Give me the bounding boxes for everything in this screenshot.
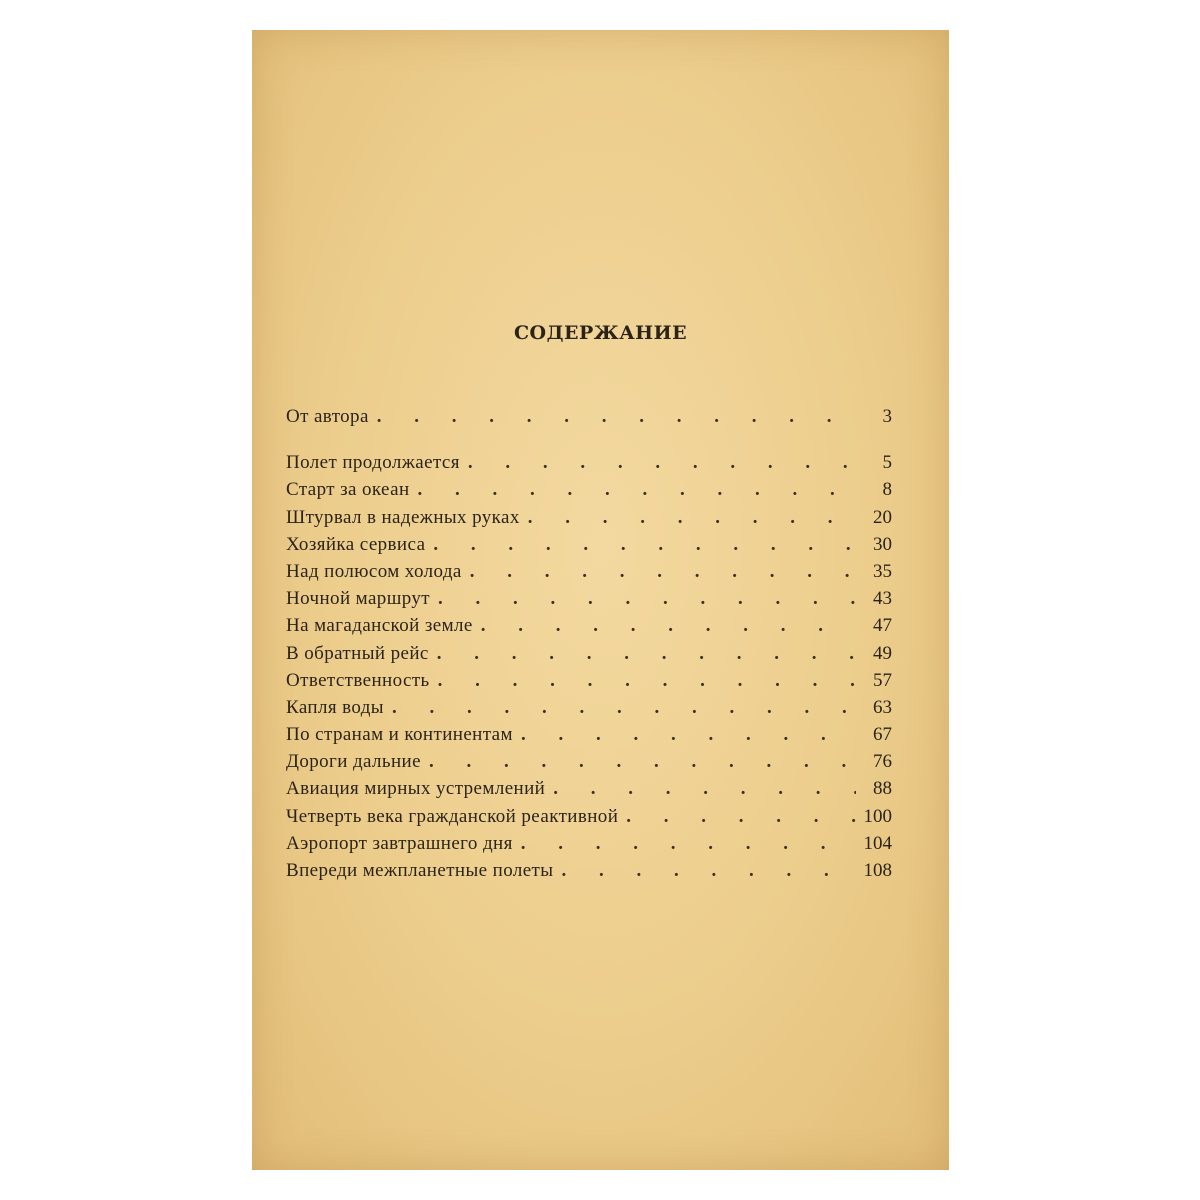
toc-entry: [286, 751, 892, 778]
dot-leader: [438, 588, 856, 610]
toc-entry: [286, 452, 892, 479]
toc-entry-title: Полет продолжается: [286, 452, 460, 474]
toc-entry-title: На магаданской земле: [286, 615, 473, 637]
table-of-contents: [286, 406, 892, 887]
toc-entry: [286, 670, 892, 697]
toc-entry-page: 20: [873, 506, 892, 528]
dot-leader: [481, 615, 856, 637]
dot-leader: [418, 479, 856, 501]
toc-entry: [286, 806, 892, 833]
toc-entry-title: Впереди межпланетные полеты: [286, 860, 554, 881]
toc-entry: [286, 615, 892, 642]
toc-entry-title: Штурвал в надежных руках: [286, 506, 520, 528]
dot-leader: [626, 806, 856, 828]
toc-entry-page: 30: [873, 533, 892, 555]
page-title: СОДЕРЖАНИЕ: [513, 322, 688, 344]
toc-entry-title: Капля воды: [286, 696, 384, 718]
toc-entry-page: 35: [873, 560, 892, 582]
toc-entry-page: 104: [863, 832, 892, 854]
toc-entry: [286, 778, 892, 805]
dot-leader: [468, 452, 856, 474]
toc-entry: [286, 697, 892, 724]
toc-entry-page: 8: [882, 479, 892, 501]
dot-leader: [433, 534, 856, 556]
toc-entry-page: 100: [863, 805, 892, 827]
toc-entry-title: Над полюсом холода: [286, 560, 462, 582]
toc-entry-title: Дороги дальние: [286, 751, 421, 773]
toc-entry-title: Хозяйка сервиса: [286, 533, 426, 555]
dot-leader: [429, 751, 856, 773]
dot-leader: [392, 697, 856, 719]
toc-entry: [286, 588, 892, 615]
dot-leader: [561, 860, 856, 882]
toc-entry-page: 63: [873, 696, 892, 718]
toc-entry-page: 76: [873, 751, 892, 773]
dot-leader: [470, 561, 856, 583]
toc-entry-page: 108: [863, 860, 892, 881]
book-page: [252, 30, 949, 1170]
toc-entry-title: От автора: [286, 406, 369, 427]
toc-entry: [286, 833, 892, 860]
toc-entry: [286, 561, 892, 588]
toc-entry: [286, 860, 892, 887]
toc-entry-title: По странам и континентам: [286, 724, 513, 746]
toc-entry-page: 57: [873, 669, 892, 691]
toc-entry-title: Аэропорт завтрашнего дня: [286, 832, 513, 854]
toc-entry-title: Четверть века гражданской реактивной: [286, 805, 619, 827]
toc-entry-title: Авиация мирных устремлений: [286, 778, 546, 800]
toc-entry-page: 88: [873, 778, 892, 800]
toc-entry-title: Старт за океан: [286, 479, 410, 501]
dot-leader: [438, 670, 856, 692]
toc-entry-page: 3: [882, 406, 892, 427]
toc-entry: [286, 643, 892, 670]
toc-entry: [286, 479, 892, 506]
toc-entry: [286, 724, 892, 751]
dot-leader: [521, 724, 856, 746]
toc-entry: [286, 534, 892, 561]
toc-entry: [286, 507, 892, 534]
dot-leader: [553, 778, 856, 800]
dot-leader: [528, 507, 856, 529]
toc-entry-title: Ответственность: [286, 669, 430, 691]
toc-entry: [286, 406, 892, 433]
dot-leader: [521, 833, 856, 855]
dot-leader: [377, 406, 856, 428]
toc-entry-title: Ночной маршрут: [286, 588, 430, 610]
toc-entry-page: 67: [873, 724, 892, 746]
toc-entry-title: В обратный рейс: [286, 642, 429, 664]
toc-entry-page: 43: [873, 588, 892, 610]
dot-leader: [437, 643, 856, 665]
toc-entry-page: 5: [882, 452, 892, 474]
toc-entry-page: 49: [873, 642, 892, 664]
toc-entry-page: 47: [873, 615, 892, 637]
